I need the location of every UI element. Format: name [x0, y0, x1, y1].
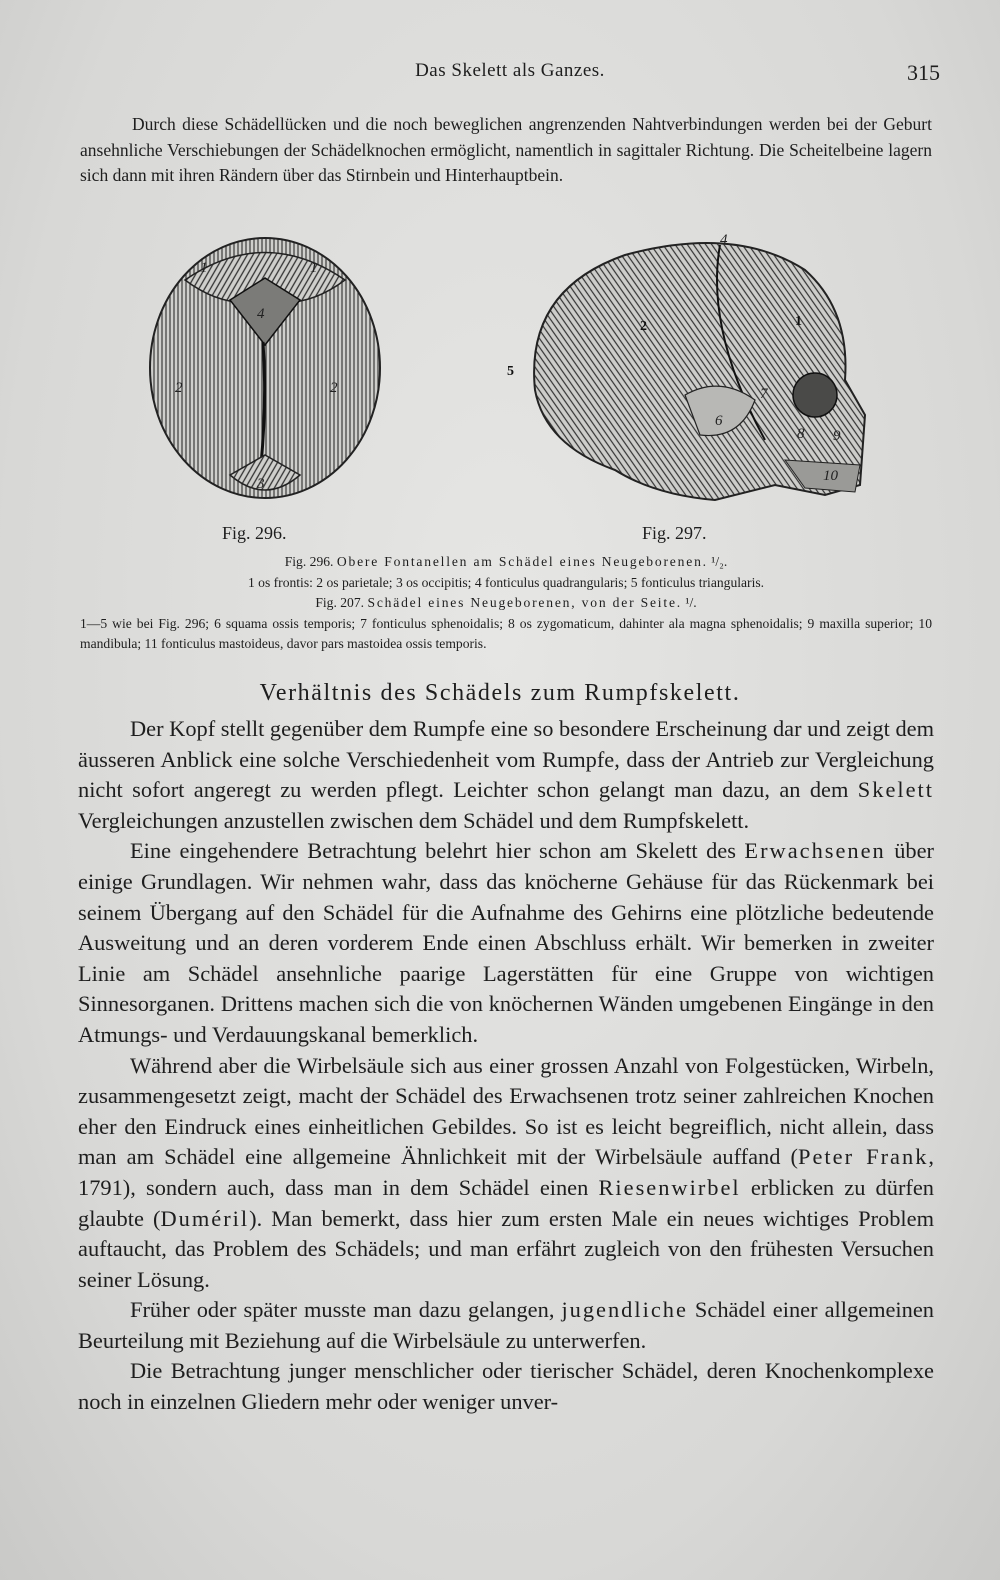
fig297-marker: 7 — [760, 386, 768, 402]
paragraph-3-part-d: ). Man bemerkt, dass hier zum ersten Male ein neues wichtiges Problem auftaucht, das Problem des Schädels; und man erfährt zugleich von den frühesten Versuchen seiner Lösung. — [78, 1205, 934, 1292]
fig297-marker: 2 — [640, 319, 647, 334]
intro-text: Durch diese Schädellücken und die noch beweglichen angrenzenden Nahtverbindungen werden bei der Geburt ansehnliche Verschiebungen der Schädelknochen ermöglicht, namentlich in sagittaler Richtung. Die Scheitelbeine lagern sich dann mit ihren Rändern über das Stirnbein und Hinterhauptbein. — [80, 114, 932, 185]
paragraph-4-part-a: Früher oder später musste man dazu gelangen, — [130, 1297, 555, 1323]
fig297-marker: 9 — [833, 428, 841, 444]
fig296-caption-scale: ¹/₂. — [711, 554, 728, 569]
fig297-caption-prefix: Fig. 207. — [315, 595, 365, 610]
fig296-marker: 1 — [310, 260, 318, 276]
figure-captions — [80, 552, 932, 655]
paragraph-4-part-b: Schädel einer allgemeinen Beurteilung mit Beziehung auf die Wirbelsäule zu unterwerfen. — [78, 1297, 934, 1353]
paragraph-5: Die Betrachtung junger menschlicher oder tierischer Schädel, deren Knochenkomplexe noch in einzelnen Gliedern mehr oder weniger unver- — [78, 1358, 934, 1415]
fig297-label: Fig. 297. — [642, 523, 707, 543]
page-number: 315 — [907, 60, 940, 85]
fig296-caption-title: Obere Fontanellen am Schädel eines Neugeborenen. — [336, 554, 708, 569]
emphasis-skelett: Skelett — [857, 777, 934, 803]
fig296-marker: 1 — [200, 260, 208, 276]
emphasis-dumeril: Duméril — [160, 1205, 250, 1231]
fig297-skull-side-view — [505, 230, 885, 510]
fig296-label: Fig. 296. — [222, 523, 287, 543]
fig296-marker: 2 — [175, 380, 183, 396]
paragraph-4 — [78, 1295, 934, 1356]
fig296-legend: 1 os frontis: 2 os parietale; 3 os occipitis; 4 fonticulus quadrangularis; 5 fonticulus triangularis. — [247, 574, 765, 590]
section-heading: Verhältnis des Schädels zum Rumpfskelett. — [259, 680, 741, 706]
fig297-marker: 8 — [797, 426, 805, 442]
body-text — [78, 714, 934, 1418]
fig296-marker: 4 — [257, 306, 265, 322]
emphasis-jugendliche: jugendliche — [561, 1297, 688, 1323]
intro-paragraph — [80, 112, 932, 189]
running-title: Das Skelett als Ganzes. — [415, 60, 605, 81]
fig297-marker: 1 — [795, 314, 802, 329]
fig296-caption-prefix: Fig. 296. — [284, 554, 334, 569]
emphasis-erwachsenen: Erwachsenen — [744, 838, 886, 864]
paragraph-2-part-a: Eine eingehendere Betrachtung belehrt hier schon am Skelett des — [130, 838, 736, 864]
fig297-marker: 6 — [715, 413, 723, 429]
paragraph-1-part-a: Der Kopf stellt gegenüber dem Rumpfe eine so besondere Erscheinung dar und zeigt dem äusseren Anblick eine solche Verschiedenheit vom Rumpfe, dass der Antrieb zur Vergleichung nicht sofort angeregt zu werden pflegt. Leichter schon gelangt man dazu, an dem — [78, 716, 934, 803]
paragraph-3-part-b: , 1791), sondern auch, dass man in dem Schädel einen — [78, 1144, 934, 1200]
fig296-marker: 2 — [330, 380, 338, 396]
paragraph-3-part-c: erblicken zu dürfen glaubte ( — [78, 1174, 934, 1231]
fig297-marker: 10 — [823, 468, 838, 484]
fig297-caption-line — [80, 593, 932, 614]
paragraph-1-part-b: Vergleichungen anzustellen zwischen dem Schädel und dem Rumpfskelett. — [78, 807, 750, 833]
paragraph-3-part-a: Während aber die Wirbelsäule sich aus einer grossen Anzahl von Folgestücken, Wirbeln, zusammengesetzt zeigt, macht der Schädel des Erwachsenen trotz seiner zahlreichen Knochen eher den Eindruck eines einheitlichen Gebildes. So ist es leicht begreiflich, nicht allein, dass man am Schädel eine allgemeine Ähnlichkeit mit der Wirbelsäule auffand ( — [78, 1052, 934, 1170]
emphasis-peter-frank: Peter Frank — [798, 1144, 929, 1170]
running-header — [80, 60, 940, 90]
fig297-marker: 4 — [720, 232, 728, 248]
emphasis-riesenwirbel: Riesenwirbel — [598, 1174, 741, 1200]
paragraph-3 — [78, 1051, 934, 1296]
fig297-marker: 5 — [507, 364, 514, 379]
paragraph-1 — [78, 714, 934, 836]
fig296-caption-line — [80, 552, 932, 573]
fig296-skull-top-view — [145, 230, 385, 505]
fig297-legend: 1—5 wie bei Fig. 296; 6 squama ossis temporis; 7 fonticulus sphenoidalis; 8 os zygomaticum, dahinter ala magna sphenoidalis; 9 maxilla superior; 10 mandibula; 11 fonticulus mastoideus, davor pars mastoidea ossis temporis. — [80, 615, 932, 651]
fig297-caption-title: Schädel eines Neugeborenen, von der Seite. — [367, 595, 682, 610]
fig296-marker: 3 — [257, 476, 265, 492]
fig297-caption-scale: ¹/. — [685, 595, 697, 610]
paragraph-2 — [78, 836, 934, 1050]
paragraph-2-part-b: über einige Grundlagen. Wir nehmen wahr, dass das knöcherne Gehäuse für das Rückenmark bei seinem Übergang auf den Schädel für die Aufnahme des Gehirns eine plötzliche bedeutende Ausweitung und an deren vorderem Ende einen Abschluss erhält. Wir bemerken in zweiter Linie am Schädel ansehnliche paarige Lagerstätten für eine Gruppe von wichtigen Sinnesorganen. Drittens machen sich die von knöchernen Wänden umgebenen Eingänge in den Atmungs- und Verdauungskanal bemerklich. — [78, 838, 934, 1047]
